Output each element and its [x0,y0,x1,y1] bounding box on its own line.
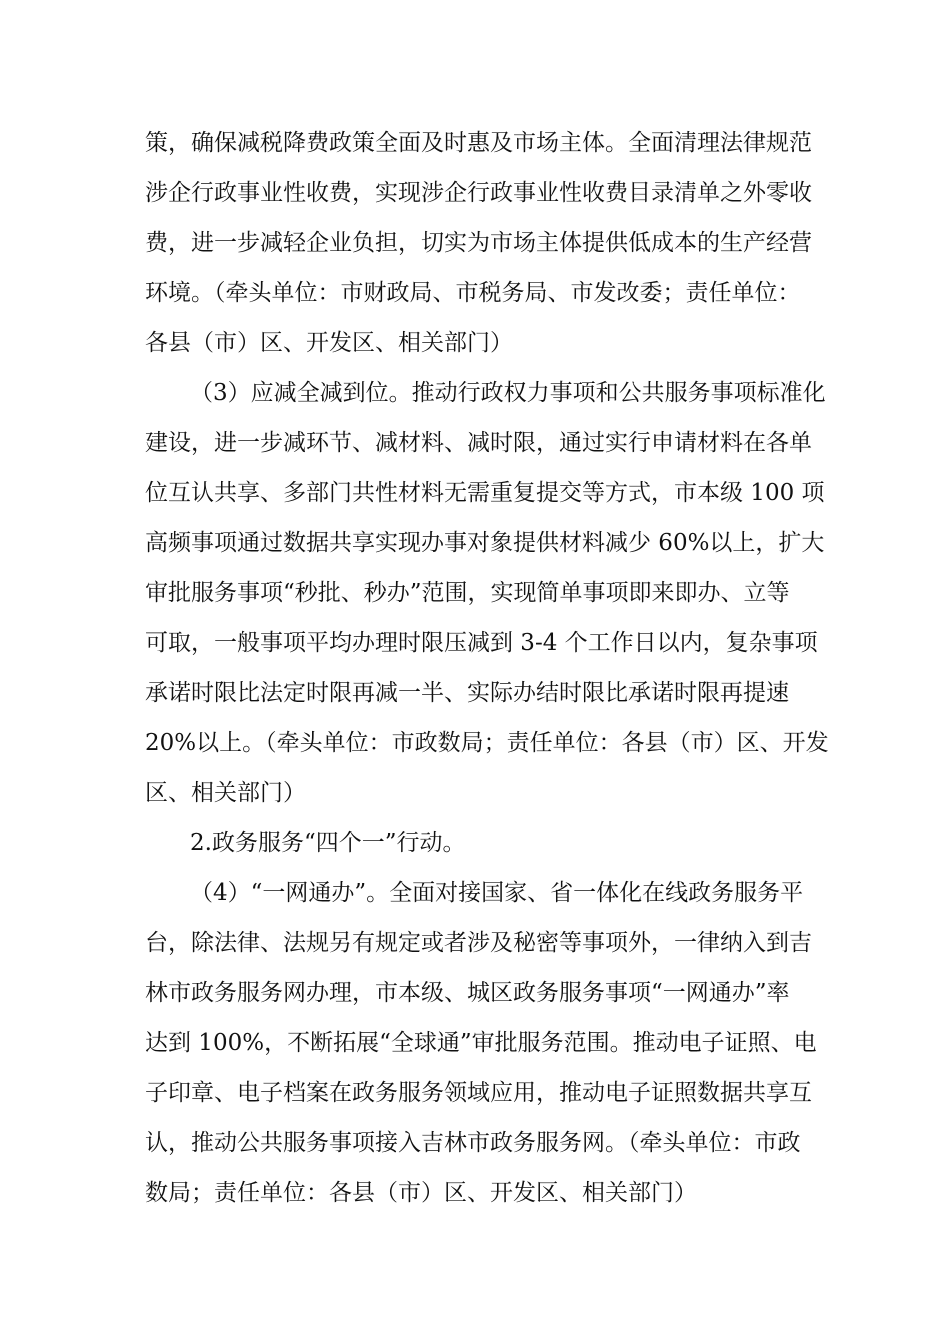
text-line-2: 涉企行政事业性收费，实现涉企行政事业性收费目录清单之外零收 [145,180,812,206]
text-line-3: 费，进一步减轻企业负担，切实为市场主体提供低成本的生产经营 [145,230,812,256]
text-line-1: 策，确保减税降费政策全面及时惠及市场主体。全面清理法律规范 [145,130,812,156]
text-line-9: 高频事项通过数据共享实现办事对象提供材料减少 60%以上，扩大 [145,530,825,556]
text-line-5: 各县（市）区、开发区、相关部门） [145,330,513,356]
text-line-20: 子印章、电子档案在政务服务领域应用，推动电子证照数据共享互 [145,1080,812,1106]
section-heading: 2.政务服务“四个一”行动。 [190,830,466,856]
text-line-12: 承诺时限比法定时限再减一半、实际办结时限比承诺时限再提速 [145,680,789,706]
text-line-10: 审批服务事项“秒批、秒办”范围，实现简单事项即来即办、立等 [145,580,790,606]
text-line-18: 林市政务服务网办理，市本级、城区政务服务事项“一网通办”率 [145,980,790,1006]
text-line-13: 20%以上。（牵头单位：市政数局；责任单位：各县（市）区、开发 [145,730,829,756]
text-line-4: 环境。（牵头单位：市财政局、市税务局、市发改委；责任单位： [145,280,801,306]
text-line-21: 认，推动公共服务事项接入吉林市政务服务网。（牵头单位：市政 [145,1130,801,1156]
text-line-14: 区、相关部门） [145,780,306,806]
text-line-11: 可取，一般事项平均办理时限压减到 3-4 个工作日以内，复杂事项 [145,630,818,656]
text-line-17: 台，除法律、法规另有规定或者涉及秘密等事项外，一律纳入到吉 [145,930,812,956]
text-line-22: 数局；责任单位：各县（市）区、开发区、相关部门） [145,1180,697,1206]
text-line-19: 达到 100%，不断拓展“全球通”审批服务范围。推动电子证照、电 [145,1030,817,1056]
paragraph-4-first-line: （4）“一网通办”。全面对接国家、省一体化在线政务服务平 [190,880,804,906]
text-line-8: 位互认共享、多部门共性材料无需重复提交等方式，市本级 100 项 [145,480,825,506]
text-line-7: 建设，进一步减环节、减材料、减时限，通过实行申请材料在各单 [145,430,812,456]
paragraph-3-first-line: （3）应减全减到位。推动行政权力事项和公共服务事项标准化 [190,380,826,406]
